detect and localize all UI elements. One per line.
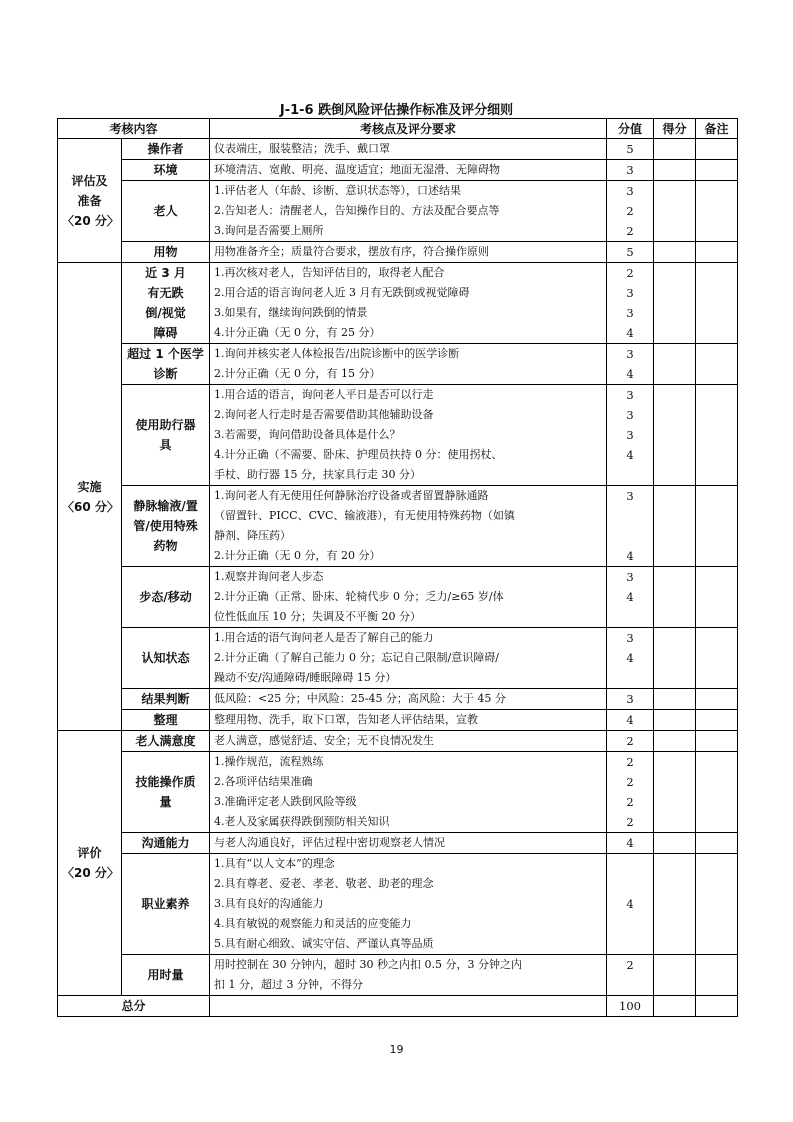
score-value: [611, 506, 649, 526]
item-requirements: [210, 567, 607, 628]
requirement-line: 1.操作规范，流程熟练: [214, 755, 324, 768]
requirement-line: 用时控制在 30 分钟内，超时 30 秒之内扣 0.5 分，3 分钟之内: [214, 958, 522, 971]
item-name-text: 环境: [153, 163, 178, 177]
requirement-line: 4.计分正确（不需要、卧床、护理员扶持 0 分：使用拐杖、: [214, 448, 503, 461]
item-requirements: [210, 833, 607, 854]
score-value: [611, 874, 649, 894]
requirement-line: 2.计分正确（了解自己能力 0 分；忘记自己限制/意识障碍/: [214, 651, 499, 664]
obtained-cell: [654, 263, 696, 344]
score-value: 4: [626, 549, 634, 563]
item-name: [122, 710, 210, 731]
obtained-cell: [654, 181, 696, 242]
requirement-line: 4.具有敏锐的观察能力和灵活的应变能力: [214, 917, 412, 930]
obtained-cell: [654, 854, 696, 955]
item-name: [122, 833, 210, 854]
item-scores: [607, 854, 654, 955]
requirement-line: 2.告知老人：清醒老人，告知操作目的、方法及配合要点等: [214, 204, 500, 217]
table-body: [58, 139, 738, 996]
score-value: 3: [626, 163, 634, 177]
item-requirements: [210, 263, 607, 344]
requirement-line: 静剂、降压药）: [214, 529, 292, 542]
score-value: 4: [626, 836, 634, 850]
requirement-line: 4.老人及家属获得跌倒预防相关知识: [214, 815, 390, 828]
item-scores: [607, 833, 654, 854]
requirement-line: 1.具有“以人文本”的理念: [214, 857, 335, 870]
requirement-line: （留置针、PICC、CVC、输液港），有无使用特殊药物（如镇: [214, 509, 515, 522]
requirement-line: 用物准备齐全；质量符合要求，摆放有序，符合操作原则: [214, 245, 490, 258]
score-value: 2: [626, 795, 634, 809]
remarks-cell: [696, 263, 738, 344]
table-row: [58, 486, 738, 567]
item-scores: [607, 567, 654, 628]
header-obtained: 得分: [654, 119, 696, 139]
score-value: 3: [626, 692, 634, 706]
requirement-line: 1.再次核对老人，告知评估目的，取得老人配合: [214, 266, 445, 279]
requirement-line: 3.若需要，询问借助设备具体是什么？: [214, 428, 401, 441]
obtained-cell: [654, 628, 696, 689]
requirement-line: 手杖、助行器 15 分，扶家具行走 30 分）: [214, 468, 421, 481]
obtained-cell: [654, 486, 696, 567]
item-name-text: 近 3 月有无跌倒/视觉障碍: [145, 266, 186, 340]
item-scores: [607, 181, 654, 242]
item-requirements: [210, 242, 607, 263]
item-scores: [607, 139, 654, 160]
section-label-line: 〈20 分〉: [62, 866, 119, 880]
score-value: [611, 526, 649, 546]
item-name-text: 操作者: [147, 142, 184, 156]
remarks-cell: [696, 181, 738, 242]
item-name: [122, 628, 210, 689]
score-value: 3: [626, 184, 634, 198]
table-row: [58, 628, 738, 689]
score-value: 2: [626, 266, 634, 280]
scoring-table: [57, 118, 738, 1017]
item-name-text: 用物: [153, 245, 178, 259]
table-row: [58, 385, 738, 486]
requirement-line: 3.准确评定老人跌倒风险等级: [214, 795, 357, 808]
requirement-line: 2.计分正确（无 0 分，有 15 分）: [214, 367, 381, 380]
item-name-text: 步态/移动: [139, 590, 192, 604]
table-row: [58, 344, 738, 385]
item-requirements: [210, 385, 607, 486]
remarks-cell: [696, 731, 738, 752]
item-name-text: 用时量: [147, 968, 184, 982]
score-value: [611, 465, 649, 485]
item-requirements: [210, 181, 607, 242]
requirement-line: 1.询问老人有无使用任何静脉治疗设备或者留置静脉通路: [214, 489, 489, 502]
score-value: 2: [626, 815, 634, 829]
remarks-cell: [696, 689, 738, 710]
item-name: [122, 160, 210, 181]
score-value: 3: [626, 489, 634, 503]
item-name-text: 老人: [153, 204, 178, 218]
score-value: 4: [626, 367, 634, 381]
header-remarks: 备注: [696, 119, 738, 139]
requirement-line: 5.具有耐心细致、诚实守信、严谨认真等品质: [214, 937, 434, 950]
remarks-cell: [696, 344, 738, 385]
total-requirements-cell: [210, 996, 607, 1017]
table-row: [58, 955, 738, 996]
table-row: [58, 854, 738, 955]
header-row: [58, 119, 738, 139]
item-name-text: 技能操作质量: [135, 775, 196, 809]
requirement-line: 躁动不安/沟通障碍/睡眠障碍 15 分）: [214, 671, 397, 684]
item-name: [122, 486, 210, 567]
item-scores: [607, 731, 654, 752]
score-value: 2: [626, 734, 634, 748]
item-requirements: [210, 710, 607, 731]
remarks-cell: [696, 242, 738, 263]
requirement-line: 位性低血压 10 分；失调及不平衡 20 分）: [214, 610, 421, 623]
remarks-cell: [696, 833, 738, 854]
score-value: 2: [626, 775, 634, 789]
total-obtained-cell: [654, 996, 696, 1017]
score-value: 4: [626, 590, 634, 604]
header-requirements: 考核点及评分要求: [210, 119, 607, 139]
obtained-cell: [654, 139, 696, 160]
item-name: [122, 263, 210, 344]
table-row: [58, 242, 738, 263]
item-scores: [607, 710, 654, 731]
item-name-text: 静脉输液/置管/使用特殊药物: [133, 499, 198, 553]
item-name-text: 沟通能力: [141, 836, 190, 850]
table-row: [58, 181, 738, 242]
score-value: 3: [626, 286, 634, 300]
item-requirements: [210, 689, 607, 710]
item-name-text: 职业素养: [141, 897, 190, 911]
requirement-line: 2.用合适的语言询问老人近 3 月有无跌倒或视觉障碍: [214, 286, 470, 299]
obtained-cell: [654, 955, 696, 996]
table-row: [58, 833, 738, 854]
item-requirements: [210, 486, 607, 567]
item-requirements: [210, 628, 607, 689]
total-score: 100: [607, 996, 654, 1017]
obtained-cell: [654, 567, 696, 628]
item-name-text: 整理: [153, 713, 178, 727]
score-value: 4: [626, 326, 634, 340]
item-scores: [607, 752, 654, 833]
item-scores: [607, 263, 654, 344]
score-value: 2: [626, 755, 634, 769]
obtained-cell: [654, 833, 696, 854]
requirement-line: 1.用合适的语气询问老人是否了解自己的能力: [214, 631, 434, 644]
requirement-line: 1.用合适的语言，询问老人平日是否可以行走: [214, 388, 434, 401]
requirement-line: 老人满意，感觉舒适、安全；无不良情况发生: [214, 734, 435, 747]
item-name: [122, 731, 210, 752]
item-scores: [607, 955, 654, 996]
item-name: [122, 955, 210, 996]
section-label-line: 评价: [77, 846, 102, 860]
section-label-line: 〈20 分〉: [62, 213, 119, 228]
obtained-cell: [654, 689, 696, 710]
score-value: [611, 668, 649, 688]
score-value: 2: [626, 204, 634, 218]
section-label-line: 评估及: [71, 173, 108, 188]
item-scores: [607, 160, 654, 181]
table-row: [58, 731, 738, 752]
obtained-cell: [654, 752, 696, 833]
section-label: [58, 731, 122, 996]
score-value: 3: [626, 408, 634, 422]
obtained-cell: [654, 385, 696, 486]
item-scores: [607, 689, 654, 710]
section-label: [58, 263, 122, 731]
requirement-line: 2.各项评估结果准确: [214, 775, 313, 788]
item-scores: [607, 344, 654, 385]
score-value: [611, 934, 649, 954]
header-content: 考核内容: [58, 119, 210, 139]
item-requirements: [210, 854, 607, 955]
remarks-cell: [696, 628, 738, 689]
table-row: [58, 160, 738, 181]
remarks-cell: [696, 139, 738, 160]
item-name: [122, 752, 210, 833]
item-name: [122, 854, 210, 955]
section-label: [58, 139, 122, 263]
table-row: [58, 139, 738, 160]
remarks-cell: [696, 567, 738, 628]
obtained-cell: [654, 160, 696, 181]
requirement-line: 2.询问老人行走时是否需要借助其他辅助设备: [214, 408, 434, 421]
requirement-line: 1.观察并询问老人步态: [214, 570, 324, 583]
section-label-line: 〈60 分〉: [62, 499, 119, 514]
item-name: [122, 385, 210, 486]
item-name-text: 老人满意度: [135, 734, 196, 748]
remarks-cell: [696, 854, 738, 955]
score-value: 4: [626, 448, 634, 462]
item-scores: [607, 242, 654, 263]
requirement-line: 4.计分正确（无 0 分，有 25 分）: [214, 326, 381, 339]
total-remarks-cell: [696, 996, 738, 1017]
item-scores: [607, 385, 654, 486]
item-name: [122, 242, 210, 263]
item-requirements: [210, 139, 607, 160]
remarks-cell: [696, 160, 738, 181]
remarks-cell: [696, 486, 738, 567]
score-value: 5: [626, 142, 634, 156]
remarks-cell: [696, 752, 738, 833]
item-name: [122, 689, 210, 710]
item-name-text: 使用助行器具: [135, 418, 196, 452]
score-value: 3: [626, 428, 634, 442]
requirement-line: 2.计分正确（正常、卧床、轮椅代步 0 分；乏力/≥65 岁/体: [214, 590, 504, 603]
item-name: [122, 181, 210, 242]
requirement-line: 1.询问并核实老人体检报告/出院诊断中的医学诊断: [214, 347, 460, 360]
score-value: 2: [626, 224, 634, 238]
score-value: 4: [626, 651, 634, 665]
item-name: [122, 344, 210, 385]
requirement-line: 2.具有尊老、爱老、孝老、敬老、助老的理念: [214, 877, 434, 890]
item-scores: [607, 628, 654, 689]
section-label-line: 实施: [77, 479, 102, 494]
score-value: 4: [626, 713, 634, 727]
document-title: J-1-6 跌倒风险评估操作标准及评分细则: [279, 103, 514, 118]
requirement-line: 扣 1 分，超过 3 分钟，不得分: [214, 978, 363, 991]
table-row: [58, 689, 738, 710]
score-value: [611, 854, 649, 874]
score-value: 3: [626, 306, 634, 320]
obtained-cell: [654, 344, 696, 385]
item-requirements: [210, 344, 607, 385]
score-value: 3: [626, 347, 634, 361]
item-requirements: [210, 160, 607, 181]
item-name-text: 超过 1 个医学诊断: [127, 347, 204, 381]
score-value: 3: [626, 388, 634, 402]
requirement-line: 3.询问是否需要上厕所: [214, 224, 324, 237]
requirement-line: 整理用物、洗手，取下口罩，告知老人评估结果，宣教: [214, 713, 479, 726]
score-value: 5: [626, 245, 634, 259]
obtained-cell: [654, 731, 696, 752]
section-label-line: 准备: [77, 193, 102, 208]
remarks-cell: [696, 385, 738, 486]
score-value: 4: [626, 897, 634, 911]
item-name: [122, 567, 210, 628]
score-value: [611, 607, 649, 627]
total-row: [58, 996, 738, 1017]
page-number: 19: [389, 1043, 404, 1056]
score-value: [611, 914, 649, 934]
obtained-cell: [654, 242, 696, 263]
header-score: 分值: [607, 119, 654, 139]
item-requirements: [210, 731, 607, 752]
item-requirements: [210, 955, 607, 996]
item-name-text: 认知状态: [141, 651, 190, 665]
item-requirements: [210, 752, 607, 833]
requirement-line: 1.评估老人（年龄、诊断、意识状态等），口述结果: [214, 184, 462, 197]
requirement-line: 与老人沟通良好，评估过程中密切观察老人情况: [214, 836, 446, 849]
score-value: [611, 975, 649, 995]
table-row: [58, 567, 738, 628]
table-row: [58, 263, 738, 344]
score-value: 3: [626, 631, 634, 645]
table-row: [58, 710, 738, 731]
requirement-line: 仪表端庄，服装整洁；洗手、戴口罩: [214, 142, 391, 155]
requirement-line: 2.计分正确（无 0 分，有 20 分）: [214, 549, 381, 562]
remarks-cell: [696, 955, 738, 996]
requirement-line: 低风险：<25 分；中风险：25-45 分；高风险：大于 45 分: [214, 692, 506, 705]
score-value: 3: [626, 570, 634, 584]
item-scores: [607, 486, 654, 567]
total-label: 总分: [58, 996, 210, 1017]
item-name-text: 结果判断: [141, 692, 190, 706]
obtained-cell: [654, 710, 696, 731]
remarks-cell: [696, 710, 738, 731]
item-name: [122, 139, 210, 160]
table-row: [58, 752, 738, 833]
score-value: 2: [626, 958, 634, 972]
requirement-line: 环境清洁、宽敞、明亮、温度适宜；地面无湿滑、无障碍物: [214, 163, 501, 176]
requirement-line: 3.具有良好的沟通能力: [214, 897, 324, 910]
requirement-line: 3.如果有，继续询问跌倒的情景: [214, 306, 368, 319]
